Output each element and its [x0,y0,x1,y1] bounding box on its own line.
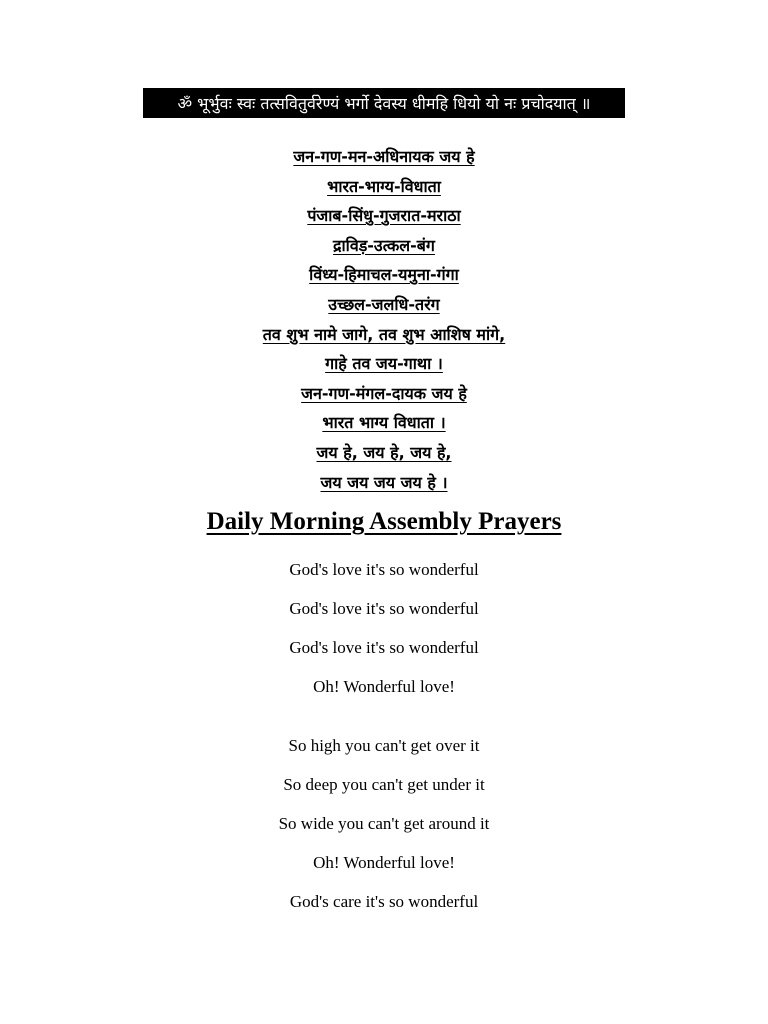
prayers-heading: Daily Morning Assembly Prayers [206,508,562,535]
anthem-line: गाहे तव जय-गाथा । [325,354,443,374]
gayatri-mantra-text: ॐ भूर्भुवः स्वः तत्सवितुर्वरेण्यं भर्गो देवस्य धीमहि धियो यो नः प्रचोदयात् ॥ [177,94,591,113]
anthem-line: पंजाब-सिंधु-गुजरात-मराठा [307,206,461,226]
prayer-line: So high you can't get over it [288,736,480,755]
anthem-line: जन-गण-मन-अधिनायक जय हे [293,147,475,166]
anthem-line: उच्छल-जलधि-तरंग [328,294,440,314]
gayatri-mantra-banner [143,88,625,118]
anthem-line: तव शुभ नामे जागे, तव शुभ आशिष मांगे, [262,324,506,344]
anthem-line: जय हे, जय हे, जय हे, [316,442,452,462]
prayer-line: So wide you can't get around it [278,814,490,833]
prayer-line: So deep you can't get under it [283,775,485,794]
anthem-line: द्राविड़-उत्कल-बंग [333,235,435,255]
prayer-line: God's love it's so wonderful [289,638,479,657]
anthem-line: विंध्य-हिमाचल-यमुना-गंगा [309,265,459,285]
anthem-line: जन-गण-मंगल-दायक जय हे [301,383,467,403]
anthem-line: भारत भाग्य विधाता । [322,413,446,433]
prayer-line: God's care it's so wonderful [289,892,479,911]
prayer-line: God's love it's so wonderful [289,599,479,618]
anthem-line: भारत-भाग्य-विधाता [327,176,441,196]
prayer-line: Oh! Wonderful love! [313,853,455,872]
national-anthem [0,142,768,497]
anthem-line: जय जय जय जय हे । [320,472,448,492]
prayer-line: Oh! Wonderful love! [313,677,455,696]
prayer-line: God's love it's so wonderful [289,560,479,579]
